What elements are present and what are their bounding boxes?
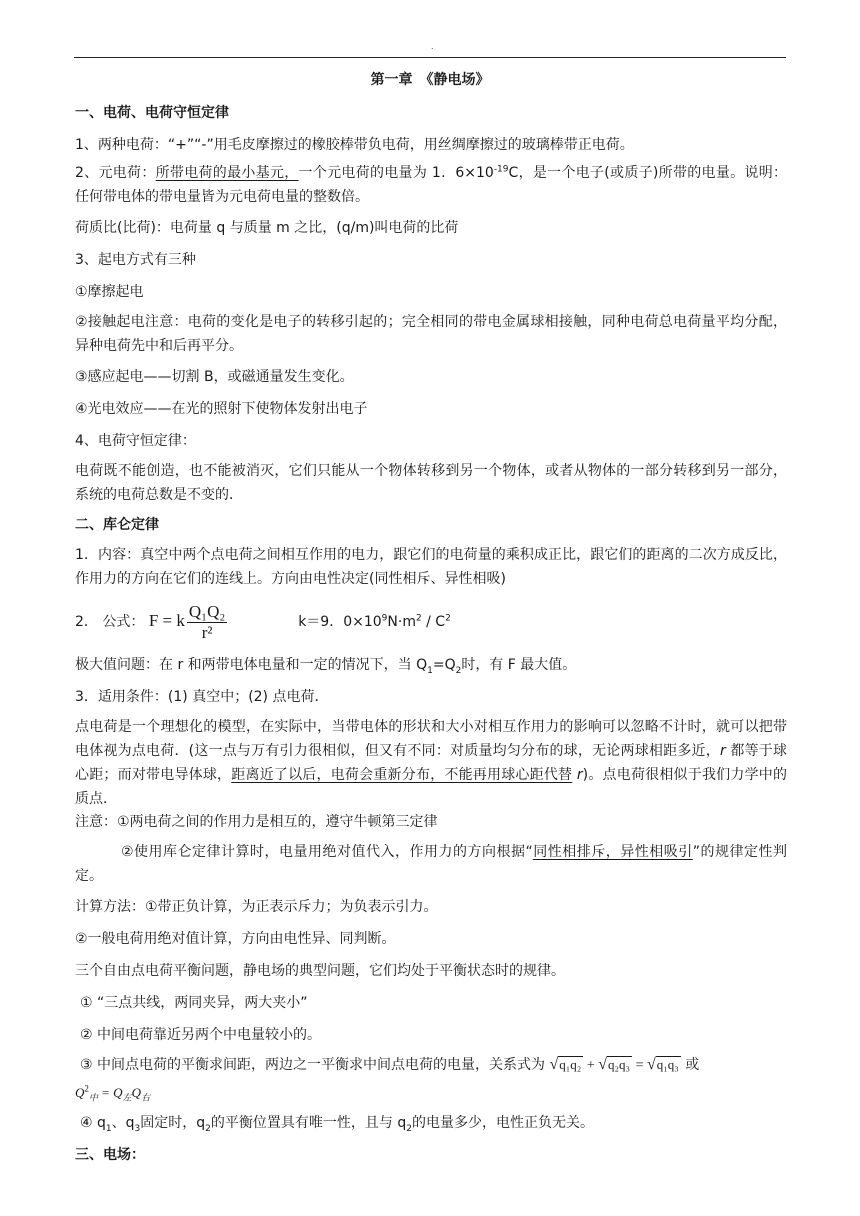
paragraph: 三个自由点电荷平衡问题，静电场的典型问题，它们均处于平衡状态时的规律。 bbox=[75, 963, 565, 979]
paragraph: 极大值问题：在 r 和两带电体电量和一定的情况下，当 $Q_1=Q_2$时，有 F 最大值。 bbox=[75, 657, 577, 676]
formula-lhs: F = k bbox=[148, 611, 185, 630]
paragraph: 4、电荷守恒定律： bbox=[75, 433, 196, 449]
header-dot: . bbox=[431, 42, 434, 51]
rule-item: ② 中间电荷靠近另两个中电量较小的。 bbox=[80, 1027, 321, 1043]
paragraph: 点电荷是一个理想化的模型，在实际中，当带电体的形状和大小对相互作用力的影响可以忽略不计时，就可以把带电体视为点电荷．(这一点与万有引力很相似，但又有不同：对质量均匀分布的球，无论两球相距多近，r 都等于球心距；而对带电导体球，距离近了以后，电荷会重新分布，不能再用球心距代替 r)。点电荷很相似于我们力学中的质点． bbox=[75, 719, 788, 807]
paragraph: 3、起电方式有三种 bbox=[75, 252, 196, 268]
paragraph: ③感应起电——切割 B，或磁通量发生变化。 bbox=[75, 369, 354, 385]
paragraph: ②使用库仑定律计算时，电量用绝对值代入，作用力的方向根据“同性相排斥，异性相吸引”的规律定性判定。 bbox=[75, 844, 787, 884]
rule-item: ④ $q_1$、$q_3$固定时，$q_2$的平衡位置具有唯一性，且与 $q_2$的电量多少，电性正负无关。 bbox=[80, 1115, 594, 1134]
paragraph: 注意：①两电荷之间的作用力是相互的，遵守牛顿第三定律 bbox=[75, 814, 438, 830]
paragraph: 1、两种电荷：“+”“-”用毛皮摩擦过的橡胶棒带负电荷，用丝绸摩擦过的玻璃棒带正电荷。 bbox=[75, 137, 634, 153]
rule-item: ① “三点共线，两同夹异，两大夹小” bbox=[80, 995, 308, 1011]
k-constant: k＝9．$0\times 10^9N\cdot m^2 / C^2$ bbox=[298, 613, 451, 630]
coulomb-fraction: $\frac{\text{Q₁Q₂}}{\text{r²}}$ bbox=[188, 601, 226, 642]
chapter-title: 第一章 《静电场》 bbox=[370, 72, 490, 88]
paragraph: 电荷既不能创造，也不能被消灭，它们只能从一个物体转移到另一个物体，或者从物体的一部分转移到另一部分，系统的电荷总数是不变的． bbox=[75, 463, 787, 503]
rule-item: ③ 中间点电荷的平衡求间距，两边之一平衡求中间点电荷的电量，关系式为 √q₁q₂ + √q₂q₃ = √q₁q₃ 或 bbox=[80, 1056, 700, 1073]
paragraph: 1．内容：真空中两个点电荷之间相互作用的电力，跟它们的电荷量的乘积成正比，跟它们的距离的二次方成反比，作用力的方向在它们的连线上。方向由电性决定(同性相斥、异性相吸) bbox=[75, 547, 787, 587]
charge-relation: $Q^2_中 = Q_左Q_右$ bbox=[75, 1083, 150, 1103]
section-1-heading: 一、电荷、电荷守恒定律 bbox=[75, 105, 229, 121]
paragraph: 荷质比(比荷)：电荷量 q 与质量 m 之比，(q/m)叫电荷的比荷 bbox=[75, 220, 459, 236]
sqrt-relation: √q₁q₂ + √q₂q₃ = √q₁q₃ bbox=[549, 1056, 679, 1073]
paragraph: 计算方法：①带正负计算，为正表示斥力；为负表示引力。 bbox=[75, 899, 438, 915]
paragraph: ②接触起电注意：电荷的变化是电子的转移引起的；完全相同的带电金属球相接触，同种电荷总电荷量平均分配，异种电荷先中和后再平分。 bbox=[75, 314, 787, 354]
paragraph: ②一般电荷用绝对值计算，方向由电性异、同判断。 bbox=[75, 931, 396, 947]
section-2-heading: 二、库仑定律 bbox=[75, 517, 159, 533]
paragraph: 3．适用条件：(1) 真空中；(2) 点电荷． bbox=[75, 689, 329, 705]
formula-line: 2． 公式： F = k $\frac{\text{Q₁Q₂}}{\text{r²}}$ k＝9．$0\times 10^9N\cdot m^2 / C^2$ bbox=[75, 601, 451, 642]
section-3-heading: 三、电场： bbox=[75, 1147, 145, 1163]
header-rule bbox=[74, 57, 786, 58]
paragraph: 2、元电荷：所带电荷的最小基元，一个元电荷的电量为 1．$6\times 10^{-19}C$，是一个电子(或质子)所带的电量。说明：任何带电体的带电量皆为元电荷电量的整数倍。 bbox=[75, 164, 787, 205]
paragraph: ①摩擦起电 bbox=[75, 284, 144, 300]
paragraph: ④光电效应——在光的照射下使物体发射出电子 bbox=[75, 401, 368, 417]
